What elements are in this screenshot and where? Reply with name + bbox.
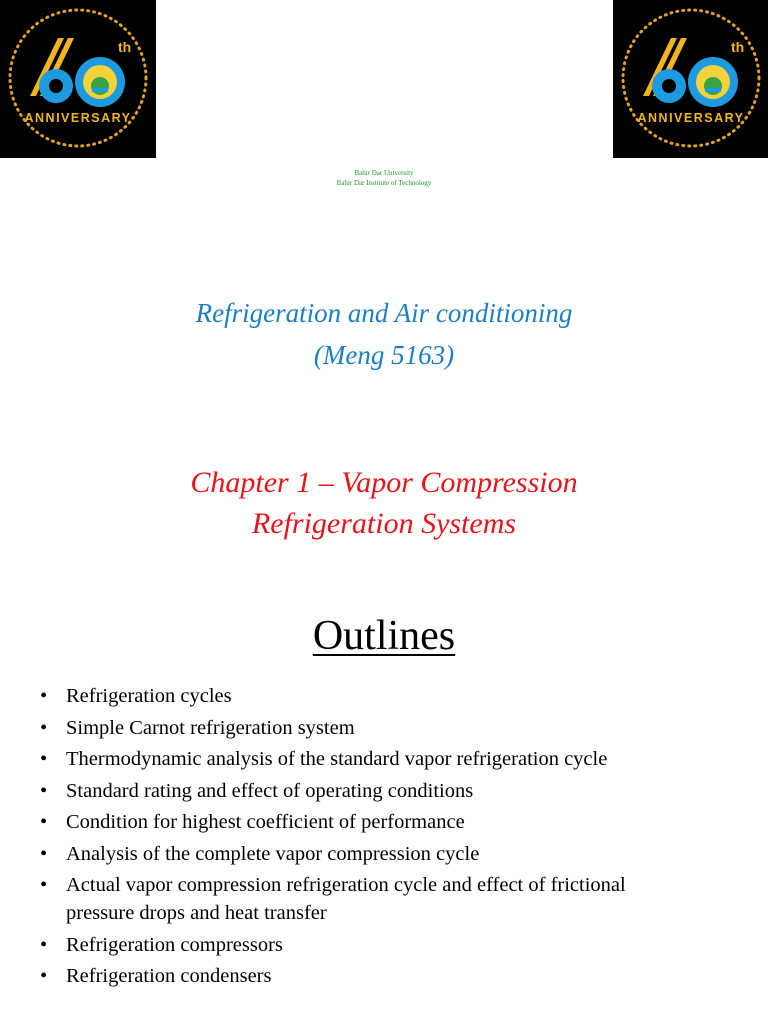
sixtieth-anniversary-emblem [0,0,156,158]
chapter-block [0,462,768,544]
list-item: • Standard rating and effect of operating conditions [40,777,640,805]
list-item: • Simple Carnot refrigeration system [40,714,640,742]
outlines-heading: Outlines [312,613,456,659]
course-title: Refrigeration and Air conditioning [195,298,573,328]
list-item: • Analysis of the complete vapor compression cycle [40,840,640,868]
anniversary-logo-right [613,0,768,158]
list-item: • Refrigeration condensers [40,962,640,990]
list-item: • Refrigeration compressors [40,931,640,959]
university-name: Bahir Dar University [354,169,414,177]
university-header [0,168,768,188]
chapter-title-line2: Refrigeration Systems [251,507,517,540]
list-item: • Thermodynamic analysis of the standard vapor refrigeration cycle [40,745,640,773]
superscript-text: th [731,39,745,55]
course-block [0,292,768,376]
anniversary-text: ANNIVERSARY [637,111,745,125]
list-item: • Refrigeration cycles [40,682,640,710]
anniversary-text: ANNIVERSARY [24,111,132,125]
anniversary-logo-left [0,0,156,158]
institute-name: Bahir Dar Institute of Technology [336,179,432,187]
chapter-title-line1: Chapter 1 – Vapor Compression [190,466,578,499]
superscript-text: th [118,39,132,55]
sixtieth-anniversary-emblem [613,0,768,158]
list-item: • Condition for highest coefficient of performance [40,808,640,836]
course-code: (Meng 5163) [313,340,455,370]
outline-list [40,682,640,994]
list-item: • Actual vapor compression refrigeration cycle and effect of frictional pressure drops and heat transfer [40,871,640,927]
